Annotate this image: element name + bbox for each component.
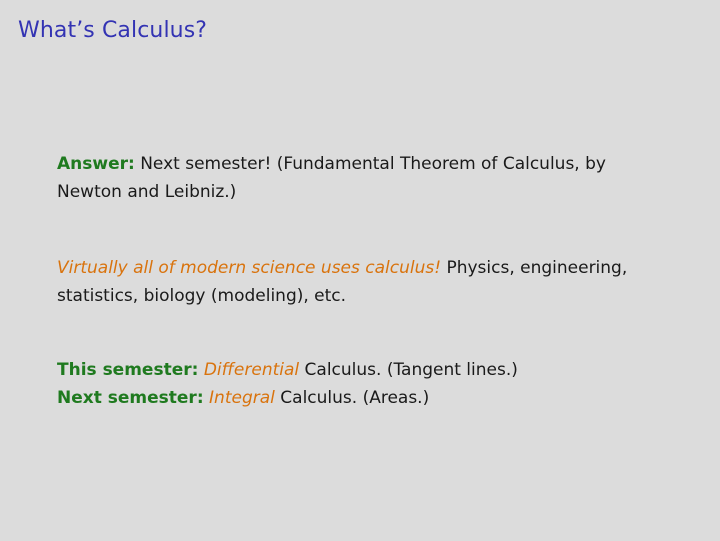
this-semester-line	[57, 356, 677, 384]
answer-line-2: Newton and Leibniz.)	[57, 182, 237, 202]
next-semester-emphasis: Integral	[209, 388, 275, 408]
science-block	[57, 254, 677, 310]
science-text-1: Physics, engineering,	[441, 258, 628, 278]
answer-block	[57, 150, 677, 206]
answer-text-1: Next semester! (Fundamental Theorem of Calculus, by	[134, 154, 606, 174]
next-semester-label: Next semester:	[57, 388, 204, 408]
next-semester-line	[57, 384, 677, 412]
next-semester-text: Calculus. (Areas.)	[274, 388, 430, 408]
science-line-2: statistics, biology (modeling), etc.	[57, 286, 347, 306]
science-emphasis: Virtually all of modern science uses calculus!	[57, 258, 442, 278]
this-semester-emphasis: Differential	[203, 360, 300, 380]
science-line-1	[57, 254, 677, 282]
slide-title: What’s Calculus?	[18, 18, 208, 43]
this-semester-label: This semester:	[57, 360, 199, 380]
answer-label: Answer:	[57, 154, 135, 174]
semesters-block	[57, 356, 677, 412]
this-semester-text: Calculus. (Tangent lines.)	[299, 360, 518, 380]
answer-line-1	[57, 150, 677, 178]
